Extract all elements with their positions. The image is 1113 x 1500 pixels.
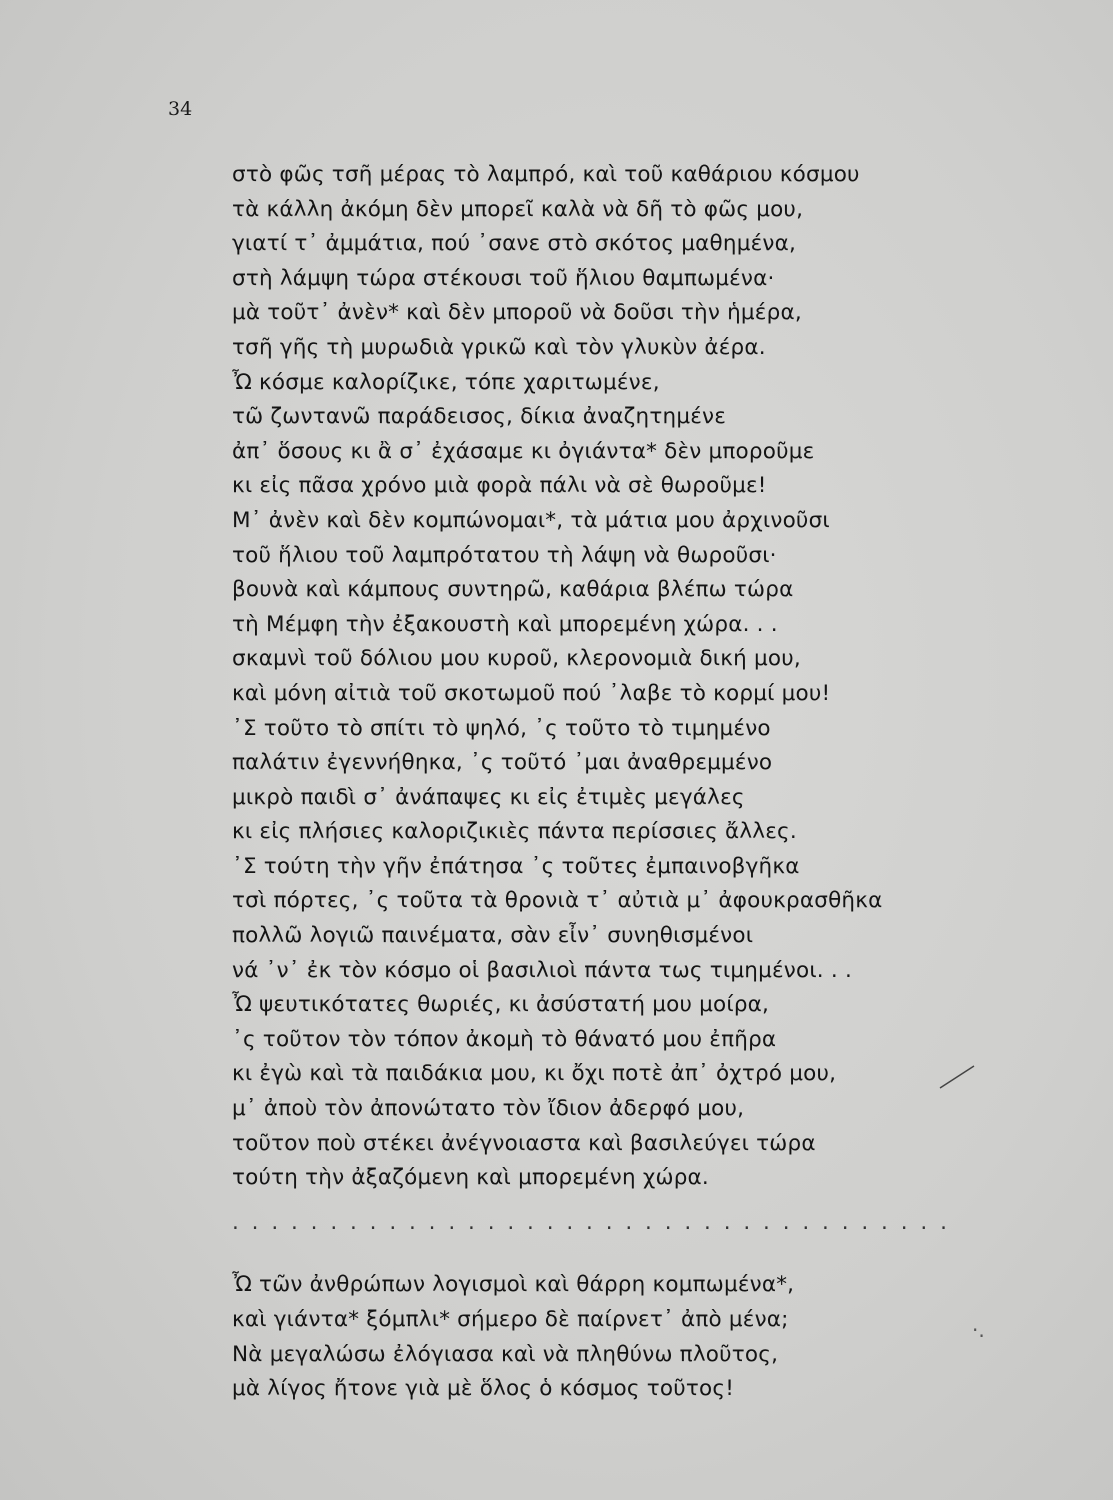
poem-line: κι εἰς πᾶσα χρόνο μιὰ φορὰ πάλι νὰ σὲ θωροῦμε!	[232, 473, 767, 499]
poem-line: κι ἐγὼ καὶ τὰ παιδάκια μου, κι ὄχι ποτὲ ἀπ᾽ ὀχτρό μου,	[232, 1061, 837, 1087]
poem-line: στὴ λάμψη τώρα στέκουσι τοῦ ἥλιου θαμπωμένα·	[232, 265, 775, 291]
poem-line: τσῆ γῆς τὴ μυρωδιὰ γρικῶ καὶ τὸν γλυκὺν ἀέρα.	[232, 334, 766, 360]
closing-line: Νὰ μεγαλώσω ἐλόγιασα καὶ νὰ πληθύνω πλοῦτος,	[232, 1341, 779, 1367]
poem-line: νά ᾽ν᾽ ἐκ τὸν κόσμο οἱ βασιλιοὶ πάντα τως τιμημένοι. . .	[232, 957, 852, 983]
poem-line: ἀπ᾽ ὅσους κι ἂ σ᾽ ἐχάσαμε κι ὀγιάντα* δὲν μποροῦμε	[232, 438, 815, 464]
poem-text	[232, 158, 950, 1407]
pencil-mark-icon	[938, 1062, 978, 1092]
poem-line: μικρὸ παιδὶ σ᾽ ἀνάπαψες κι εἰς ἐτιμὲς μεγάλες	[232, 784, 745, 810]
poem-line: μ᾽ ἀποὺ τὸν ἀπονώτατο τὸν ἴδιον ἀδερφό μου,	[232, 1096, 745, 1122]
poem-line: στὸ φῶς τσῆ μέρας τὸ λαμπρό, καὶ τοῦ καθάριου κόσμου	[232, 162, 860, 187]
poem-line: μὰ τοῦτ᾽ ἀνὲν* καὶ δὲν μποροῦ νὰ δοῦσι τὴν ἡμέρα,	[232, 300, 802, 326]
stanza-gap	[232, 1240, 950, 1268]
poem-line: τσὶ πόρτες, ᾽ς τοῦτα τὰ θρονιὰ τ᾽ αὐτιὰ μ᾽ ἀφουκρασθῆκα	[232, 888, 883, 914]
poem-line: Μ᾽ ἀνὲν καὶ δὲν κομπώνομαι*, τὰ μάτια μου ἀρχινοῦσι	[232, 507, 830, 533]
poem-line: κι εἰς πλήσιες καλοριζικιὲς πάντα περίσσιες ἄλλες.	[232, 819, 797, 845]
closing-line: μὰ λίγος ἤτονε γιὰ μὲ ὅλος ὁ κόσμος τοῦτος!	[232, 1376, 735, 1402]
closing-line: Ὦ τῶν ἀνθρώπων λογισμοὶ καὶ θάρρη κομπωμένα*,	[232, 1272, 795, 1298]
poem-line: Ὦ ψευτικότατες θωριές, κι ἀσύστατή μου μοίρα,	[232, 992, 770, 1018]
poem-line: καὶ μόνη αἰτιὰ τοῦ σκοτωμοῦ πού ᾽λαβε τὸ κορμί μου!	[232, 680, 831, 706]
stray-mark-icon: ·.	[972, 1318, 985, 1342]
poem-line: ᾽Σ τούτη τὴν γῆν ἐπάτησα ᾽ς τοῦτες ἐμπαινοβγῆκα	[232, 853, 800, 879]
poem-line: τοῦ ἥλιου τοῦ λαμπρότατου τὴ λάψη νὰ θωροῦσι·	[232, 542, 777, 568]
poem-line: γιατί τ᾽ ἀμμάτια, πού ᾽σανε στὸ σκότος μαθημένα,	[232, 231, 797, 257]
section-separator: . . . . . . . . . . . . . . . . . . . . . . . . . . . . . . . . . . . . .	[232, 1209, 950, 1235]
poem-line: τὴ Μέμφη τὴν ἐξακουστὴ καὶ μπορεμένη χώρα. . .	[232, 611, 778, 637]
closing-line: καὶ γιάντα* ξόμπλι* σήμερο δὲ παίρνετ᾽ ἀπὸ μένα;	[232, 1307, 789, 1332]
poem-line: σκαμνὶ τοῦ δόλιου μου κυροῦ, κλερονομιὰ δική μου,	[232, 646, 801, 672]
poem-line: βουνὰ καὶ κάμπους συντηρῶ, καθάρια βλέπω τώρα	[232, 577, 794, 603]
poem-line: τούτη τὴν ἀξαζόμενη καὶ μπορεμένη χώρα.	[232, 1165, 709, 1191]
poem-line: ᾽Σ τοῦτο τὸ σπίτι τὸ ψηλό, ᾽ς τοῦτο τὸ τιμημένο	[232, 715, 771, 741]
poem-line: τοῦτον ποὺ στέκει ἀνέγνοιαστα καὶ βασιλεύγει τώρα	[232, 1130, 816, 1156]
poem-line: πολλῶ λογιῶ παινέματα, σὰν εἶν᾽ συνηθισμένοι	[232, 923, 754, 949]
poem-line: παλάτιν ἐγεννήθηκα, ᾽ς τοῦτό ᾽μαι ἀναθρεμμένο	[232, 750, 773, 776]
poem-line: τῶ ζωντανῶ παράδεισος, δίκια ἀναζητημένε	[232, 404, 727, 430]
page-number: 34	[168, 98, 193, 120]
poem-line: ᾽ς τοῦτον τὸν τόπον ἀκομὴ τὸ θάνατό μου ἐπῆρα	[232, 1026, 777, 1052]
poem-line: Ὦ κόσμε καλορίζικε, τόπε χαριτωμένε,	[232, 369, 660, 395]
poem-line: τὰ κάλλη ἀκόμη δὲν μπορεῖ καλὰ νὰ δῆ τὸ φῶς μου,	[232, 196, 804, 222]
